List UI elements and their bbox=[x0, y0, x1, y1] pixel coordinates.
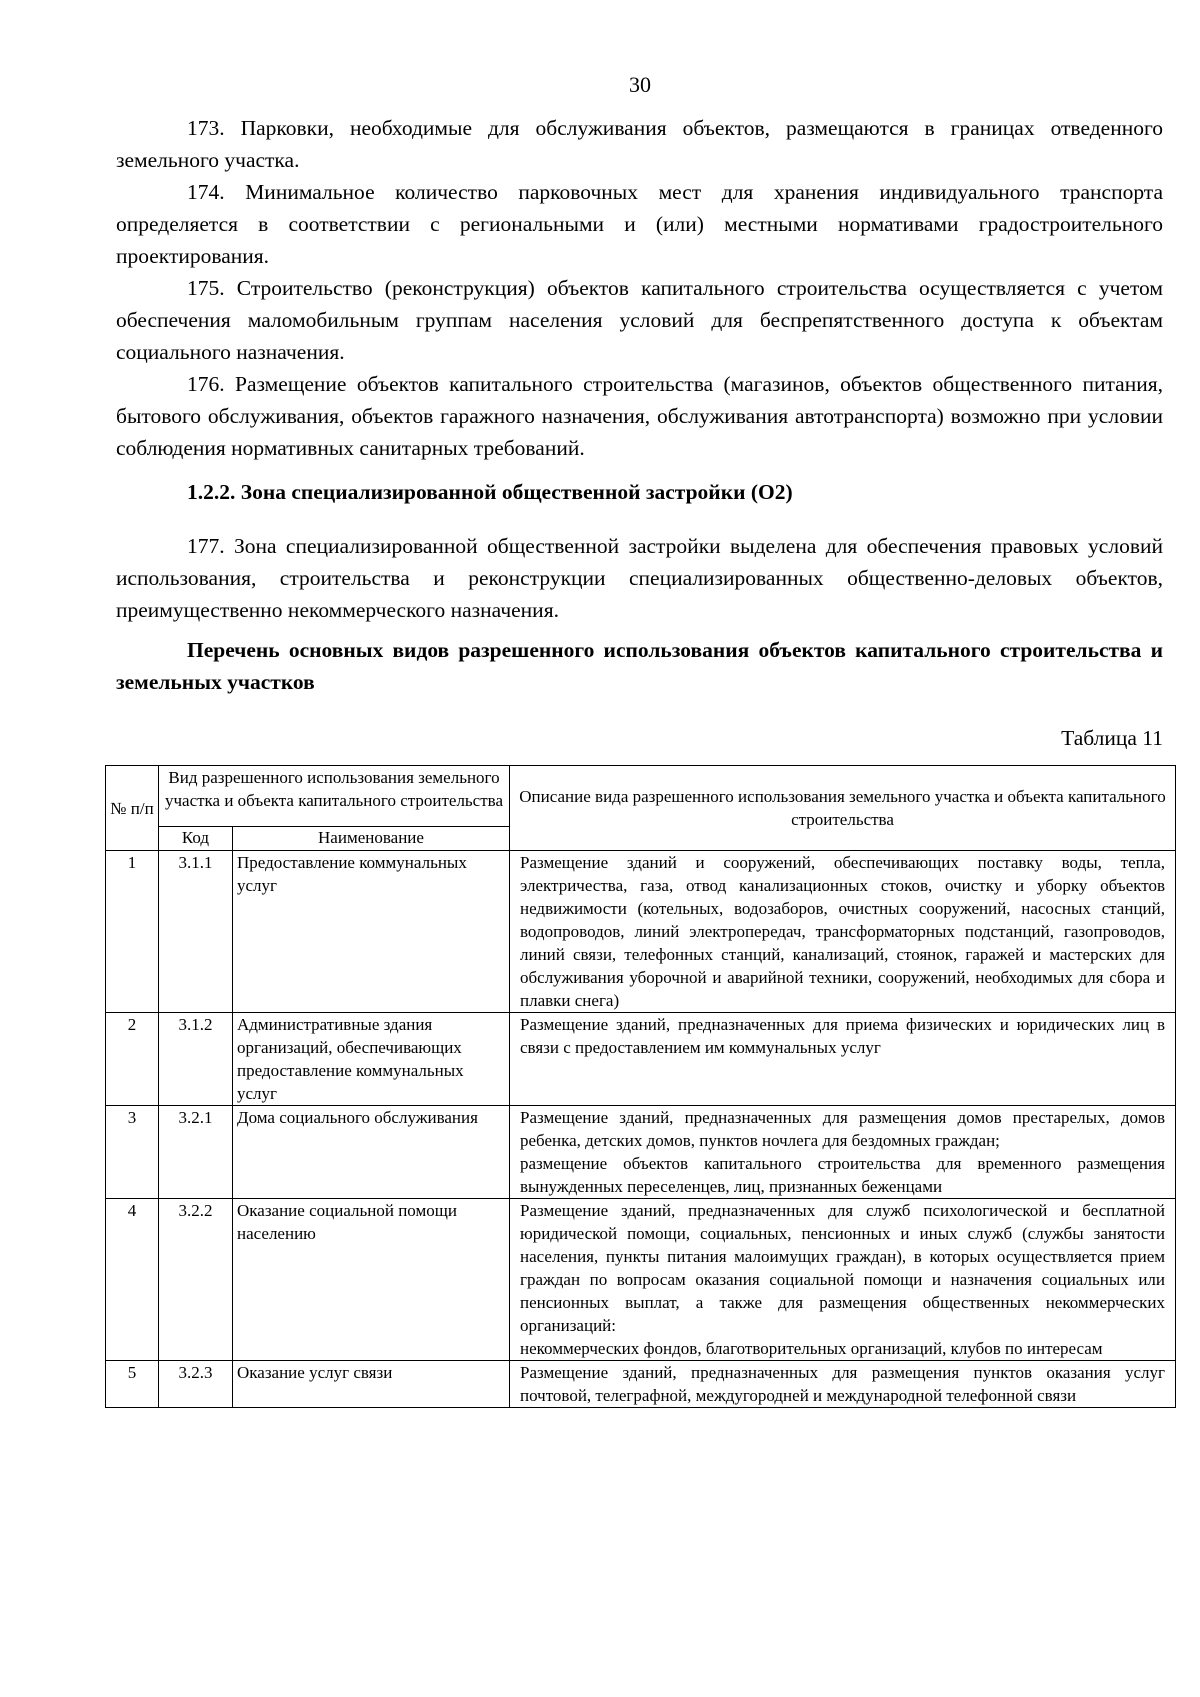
header-code: Код bbox=[159, 827, 233, 851]
paragraph-173: 173. Парковки, необходимые для обслуживания объектов, размещаются в границах отведенного земельного участка. bbox=[116, 116, 1163, 172]
row-name: Дома социального обслуживания bbox=[233, 1106, 510, 1199]
row-description bbox=[510, 1106, 1176, 1199]
row-code: 3.1.2 bbox=[159, 1013, 233, 1106]
row-number: 4 bbox=[106, 1199, 159, 1361]
row-name: Оказание социальной помощи населению bbox=[233, 1199, 510, 1361]
description-line: Размещение зданий, предназначенных для служб психологической и бесплатной юридической помощи, социальных, пенсионных и иных служб (службы занятости населения, пункты питания малоимущих граждан), в которых осуществляется прием граждан по вопросам оказания социальной помощи и назначения социальных или пенсионных выплат, а также для размещения общественных некоммерческих организаций: bbox=[520, 1201, 1165, 1335]
row-description bbox=[510, 1013, 1176, 1106]
description-line: некоммерческих фондов, благотворительных организаций, клубов по интересам bbox=[520, 1339, 1103, 1358]
row-name: Оказание услуг связи bbox=[233, 1361, 510, 1408]
description-line: Размещение зданий, предназначенных для размещения домов престарелых, домов ребенка, детских домов, пунктов ночлега для бездомных граждан; bbox=[520, 1108, 1165, 1150]
paragraph-174: 174. Минимальное количество парковочных мест для хранения индивидуального транспорта определяется в соответствии с региональными и (или) местными нормативами градостроительного проектирования. bbox=[116, 180, 1163, 268]
permitted-use-table bbox=[105, 765, 1176, 1408]
table-row bbox=[106, 1199, 1176, 1361]
row-name: Предоставление коммунальных услуг bbox=[233, 851, 510, 1013]
page-number: 30 bbox=[629, 72, 651, 97]
row-code: 3.2.2 bbox=[159, 1199, 233, 1361]
table-row bbox=[106, 1106, 1176, 1199]
table-caption: Таблица 11 bbox=[1061, 726, 1163, 750]
row-description bbox=[510, 851, 1176, 1013]
description-line: Размещение зданий, предназначенных для размещения пунктов оказания услуг почтовой, телеграфной, междугородней и международной телефонной связи bbox=[520, 1363, 1165, 1405]
header-num: № п/п bbox=[106, 766, 159, 851]
document-body bbox=[116, 112, 1163, 750]
table-row bbox=[106, 851, 1176, 1013]
row-code: 3.2.1 bbox=[159, 1106, 233, 1199]
description-line: Размещение зданий и сооружений, обеспечивающих поставку воды, тепла, электричества, газа, отвод канализационных стоков, очистку и уборку объектов недвижимости (котельных, водозаборов, очистных сооружений, насосных станций, водопроводов, линий электропередач, трансформаторных подстанций, газопроводов, линий связи, телефонных станций, канализаций, стоянок, гаражей и мастерских для обслуживания уборочной и аварийной техники, сооружений, необходимых для сбора и плавки снега) bbox=[520, 853, 1165, 1010]
paragraph-175: 175. Строительство (реконструкция) объектов капитального строительства осуществляется с учетом обеспечения маломобильным группам населения условий для беспрепятственного доступа к объектам социального назначения. bbox=[116, 276, 1163, 364]
header-name: Наименование bbox=[233, 827, 510, 851]
paragraph-176: 176. Размещение объектов капитального строительства (магазинов, объектов общественного питания, бытового обслуживания, объектов гаражного назначения, обслуживания автотранспорта) возможно при условии соблюдения нормативных санитарных требований. bbox=[116, 372, 1163, 460]
description-line: Размещение зданий, предназначенных для приема физических и юридических лиц в связи с предоставлением им коммунальных услуг bbox=[520, 1015, 1165, 1057]
row-number: 5 bbox=[106, 1361, 159, 1408]
table-row bbox=[106, 1361, 1176, 1408]
row-number: 2 bbox=[106, 1013, 159, 1106]
table-body bbox=[106, 851, 1176, 1408]
row-code: 3.1.1 bbox=[159, 851, 233, 1013]
row-description bbox=[510, 1361, 1176, 1408]
row-code: 3.2.3 bbox=[159, 1361, 233, 1408]
section-heading: 1.2.2. Зона специализированной общественной застройки (О2) bbox=[187, 480, 793, 504]
row-description bbox=[510, 1199, 1176, 1361]
row-name: Административные здания организаций, обеспечивающих предоставление коммунальных услуг bbox=[233, 1013, 510, 1106]
header-desc: Описание вида разрешенного использования земельного участка и объекта капитального строительства bbox=[510, 766, 1176, 851]
header-kind: Вид разрешенного использования земельного участка и объекта капитального строительства bbox=[159, 766, 510, 827]
row-number: 1 bbox=[106, 851, 159, 1013]
list-title: Перечень основных видов разрешенного использования объектов капитального строительства и земельных участков bbox=[116, 638, 1163, 694]
table-row bbox=[106, 1013, 1176, 1106]
paragraph-177: 177. Зона специализированной общественной застройки выделена для обеспечения правовых условий использования, строительства и реконструкции специализированных общественно-деловых объектов, преимущественно некоммерческого назначения. bbox=[116, 534, 1163, 622]
row-number: 3 bbox=[106, 1106, 159, 1199]
description-line: размещение объектов капитального строительства для временного размещения вынужденных переселенцев, лиц, признанных беженцами bbox=[520, 1154, 1165, 1196]
